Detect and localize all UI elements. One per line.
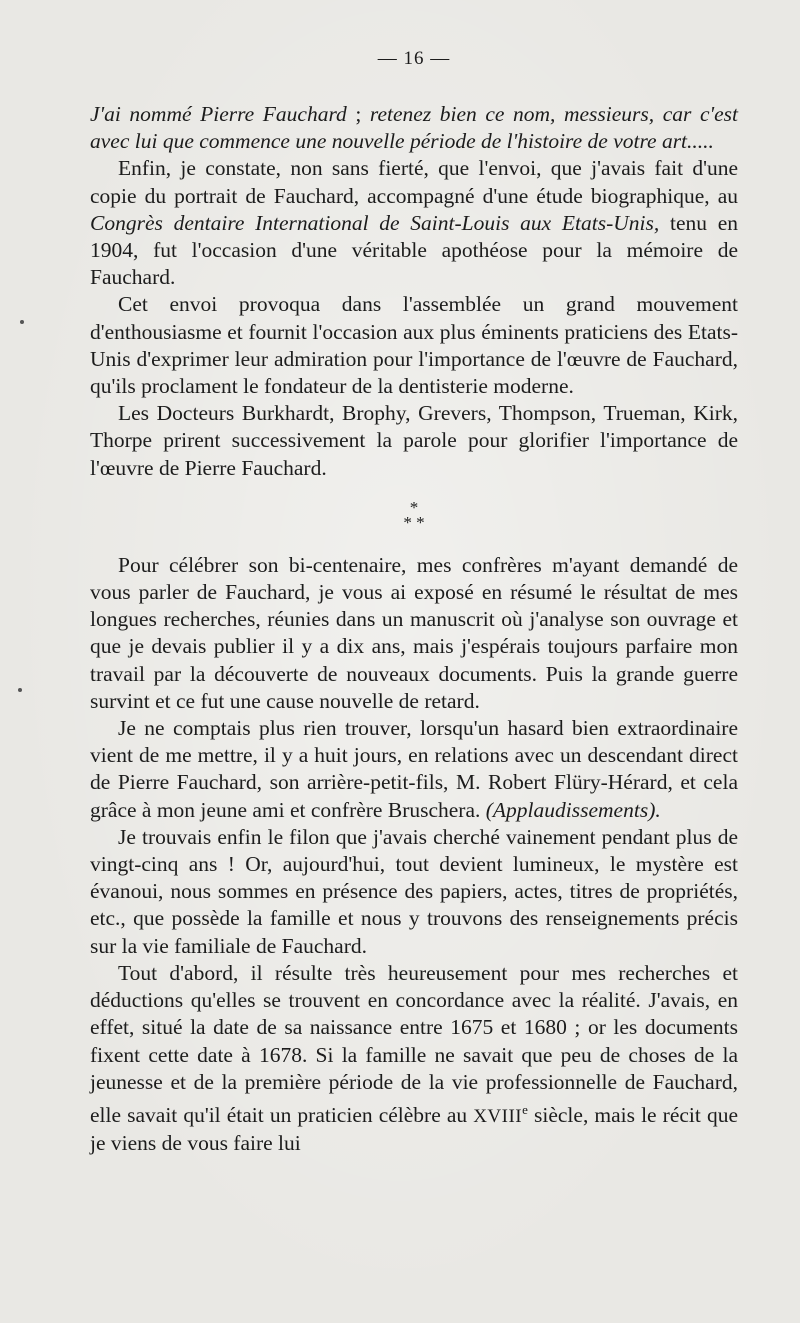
paragraph-birth-date-a: Tout d'abord, il résulte très heureusement pour mes recherches et déductions qu'elles se trouvent en concordance avec la réalité. J'avais, en effet, situé la date de sa naissance entre 1675 et 1680 ; or les documents fixent cette date à 1678. Si la famille ne savait que peu de choses de la jeunesse et de la première période de la vie professionnelle de Fauchard, elle savait qu'il était un praticien célèbre au (90, 960, 738, 1128)
paragraph-doctors: Les Docteurs Burkhardt, Brophy, Grevers, Thompson, Trueman, Kirk, Thorpe prirent successivement la parole pour glorifier l'importance de l'œuvre de Pierre Fauchard. (90, 401, 738, 480)
paragraph-birth-date (90, 960, 738, 1158)
asterism-top: * (409, 497, 419, 517)
paragraph-enthusiasm: Cet envoi provoqua dans l'assemblée un grand mouvement d'enthousiasme et fournit l'occasion aux plus éminents praticiens des Etats-Unis d'exprimer leur admiration pour l'importance de l'œuvre de Fauchard, qu'ils proclament le fondateur de la dentisterie moderne. (90, 292, 738, 399)
paragraph-congress (90, 155, 738, 291)
paragraph-congress-c: tenu en 1904, fut l'occasion d'une véritable apothéose pour la mémoire de Fauchard. (90, 210, 738, 290)
page-number: — 16 — (377, 48, 451, 69)
paragraph-birth-date-b: siècle, mais le récit que je viens de vous faire lui (90, 1103, 738, 1156)
asterism-separator (90, 497, 738, 532)
quote-text-1: J'ai nommé Pierre Fauchard (90, 102, 347, 126)
congress-name: Congrès dentaire International de Saint-Louis aux Etats-Unis, (90, 210, 660, 235)
asterism-bottom: * * (403, 512, 425, 532)
paper-speck (20, 320, 24, 324)
paragraph-bicentenary: Pour célébrer son bi-centenaire, mes confrères m'ayant demandé de vous parler de Fauchard, je vous ai exposé en résumé le résultat de mes longues recherches, réunies dans un manuscrit où j'analyse son ouvrage et que je devais publier il y a dix ans, mais j'espérais toujours parfaire mon travail par la découverte de nouveaux documents. Puis la grande guerre survint et ce fut une cause nouvelle de retard. (90, 552, 738, 713)
quote-paragraph (90, 101, 738, 155)
century-superscript: e (522, 1101, 528, 1117)
quote-text-2: retenez bien ce nom, messieurs, car c'est avec lui que commence une nouvelle période de l'histoire de votre art..... (90, 102, 738, 154)
paper-speck (18, 688, 22, 692)
applause-note: (Applaudissements). (485, 797, 661, 822)
quote-separator: ; (346, 102, 370, 126)
paragraph-discovery: Je trouvais enfin le filon que j'avais cherché vainement pendant plus de vingt-cinq ans ! Or, aujourd'hui, tout devient lumineux, le mystère est évanoui, nous sommes en présence des papiers, actes, titres de propriétés, etc., que possède la famille et nous y trouvons des renseignements précis sur la vie familiale de Fauchard. (90, 824, 738, 958)
paragraph-descendant-a: Je ne comptais plus rien trouver, lorsqu'un hasard bien extraordinaire vient de me mettre, il y a huit jours, en relations avec un descendant direct de Pierre Fauchard, son arrière-petit-fils, M. Robert Flüry-Hérard, et cela grâce à mon jeune ami et confrère Bruschera. (90, 716, 738, 822)
century-numeral: XVIII (473, 1106, 523, 1128)
paragraph-congress-a: Enfin, je constate, non sans fierté, que l'envoi, que j'avais fait d'une copie du portrait de Fauchard, accompagné d'une étude biographique, au (90, 156, 738, 208)
paragraph-descendant (90, 715, 738, 824)
